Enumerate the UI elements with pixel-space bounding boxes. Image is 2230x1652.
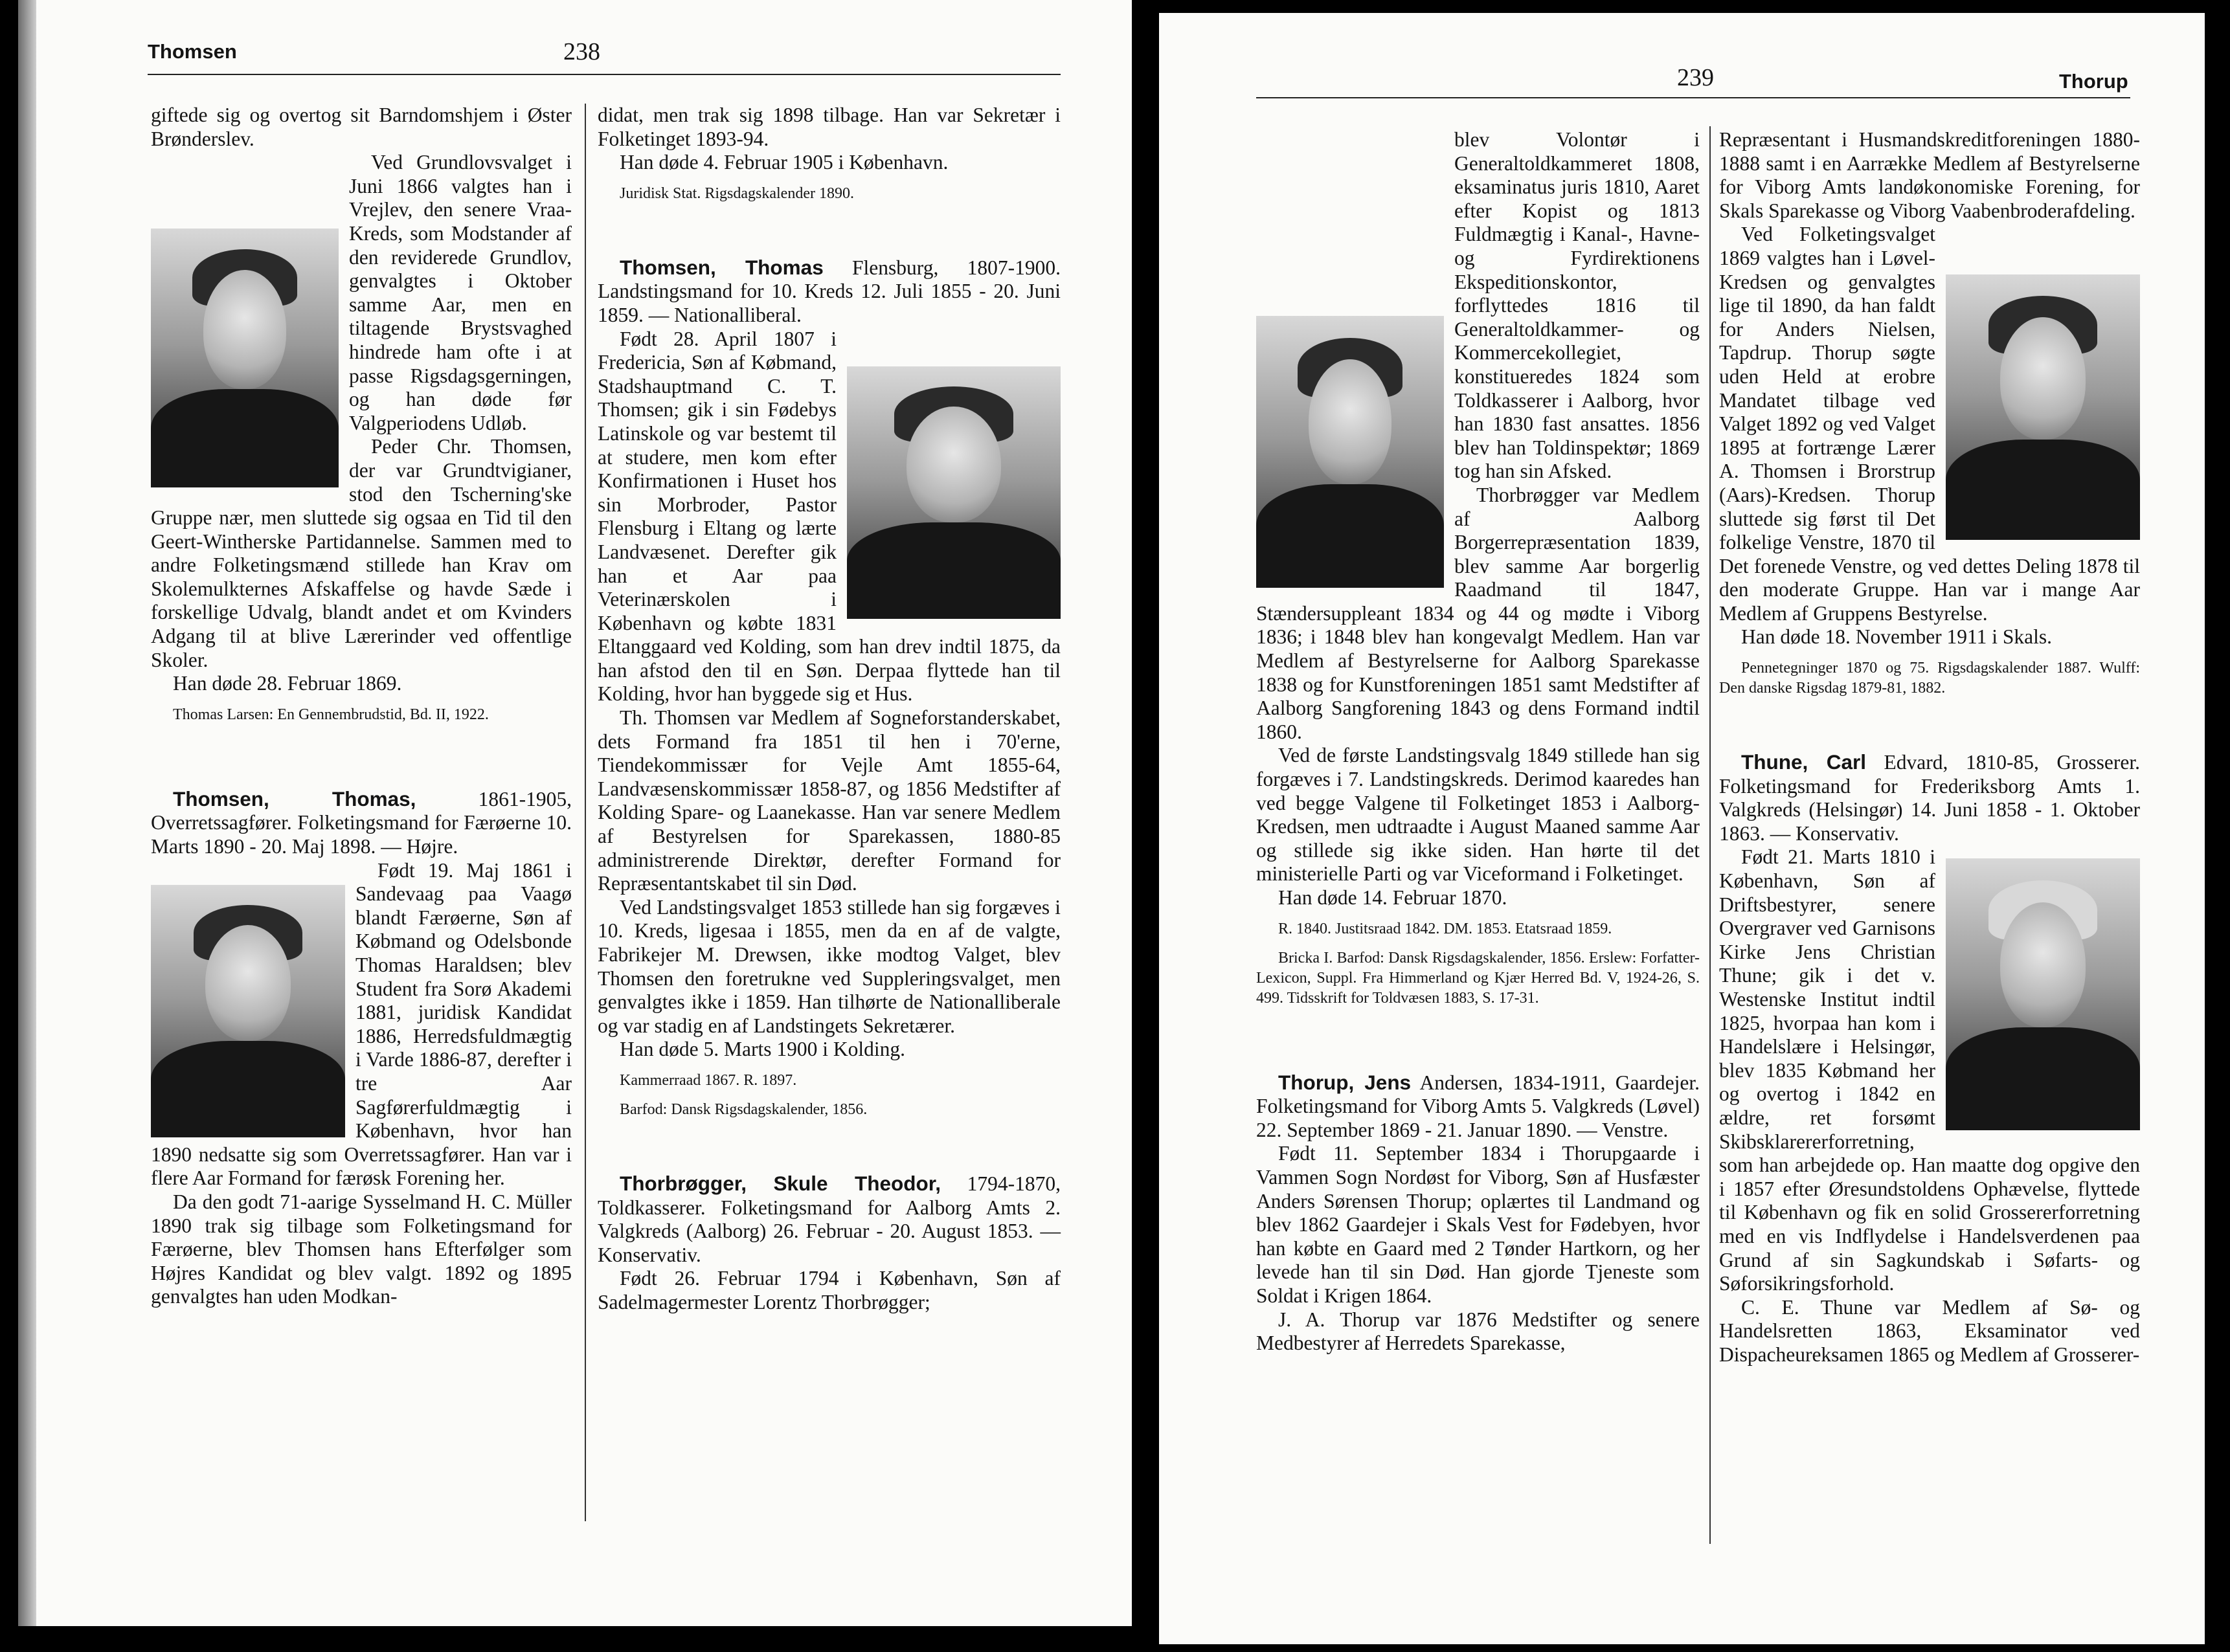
reference: Bricka I. Barfod: Dansk Rigsdagskalender, 1856. Erslew: Forfatter-Lexicon, Suppl. Fra Himmerland og Kjær Herred Bd. V, 1924-26, S. 499. Tidsskrift for Toldvæsen 1883, S. 17-31. (1256, 949, 1700, 1007)
entry-head-text: Andersen, 1834-1911, Gaardejer. Folketingsmand for Viborg Amts 5. Valgkreds (Løvel) 22. September 1869 - 21. Januar 1890. — Venstre. (1256, 1071, 1700, 1141)
paragraph: Født 11. September 1834 i Thorupgaarde i Vammen Sogn Nordøst for Viborg, Søn af Husfæster Anders Sørensen Thorup; oplærtes til Landmand og blev 1862 Gaardejer i Skals Vest for Fødebyen, hvor han købte en Gaard med 2 Tønder Hartkorn, og her levede han til sin Død. Han gjorde Tjeneste som Soldat i Krigen 1864. (1256, 1142, 1700, 1307)
paragraph: Han døde 18. November 1911 i Skals. (1741, 625, 2053, 649)
entry-name: Thomsen, Thomas (620, 255, 824, 279)
column-rule-right (1709, 126, 1711, 1544)
column-rule-left (585, 104, 586, 1521)
paragraph: Født 21. Marts 1810 i København, Søn af Driftsbestyrer, senere Overgraver ved Garnisons Kirke Jens Christian Thune; gik i det v. Westenske Institut indtil 1825, hvorpaa han kom i Handelslære i Helsingør, blev 1835 Købmand her og overtog i 1842 en ældre, ret forsømt Skibsklarererforretning, som han arbejdede op. Han maatte dog opgive den i 1857 efter Øresundstoldens Ophævelse, flyttede til København og fik en solid Grossererforretning med en vis Indflydelse i Handelsverdenen paa Grund af sin Sagkundskab i Søfarts- og Søforsikringsforhold. (1719, 845, 2140, 1295)
running-head-right: Thorup (2059, 70, 2128, 93)
page-number-left: 238 (563, 38, 600, 65)
paragraph: Født 26. Februar 1794 i København, Søn af Sadelmagermester Lorentz Thorbrøgger; (598, 1267, 1061, 1313)
entry-heading (1256, 1071, 1700, 1143)
entry-head-text: 1861-1905, Overretssagfører. Folketingsmand for Færøerne 10. Marts 1890 - 20. Maj 1898. — Højre. (151, 787, 572, 858)
left-column-1 (151, 104, 572, 1309)
entry-heading (1719, 750, 2140, 845)
paragraph: blev Volontør i Generaltoldkammeret 1808, eksaminatus juris 1810, Aaret efter Kopist og 1813 Fuldmægtig i Kanal-, Havne- og Fyrdirektionens Ekspeditionskontor, forflyttedes 1816 til Generaltoldkammer- og Kommercekollegiet, konstitueredes 1824 som Toldkasserer i Aalborg, hvor han 1830 fast ansattes. 1856 blev han Toldinspektør; 1869 tog han sin Afsked. (1454, 128, 1700, 483)
entry-head-text: Edvard, 1810-85, Grosserer. Folketingsmand for Frederiksborg Amts 1. Valgkreds (Helsingør) 14. Juni 1858 - 1. Oktober 1863. — Konservativ. (1719, 751, 2140, 845)
page-number-right: 239 (1677, 64, 1714, 91)
portrait-skule-thorbrogger (1256, 316, 1444, 588)
entry-heading (598, 1172, 1061, 1267)
reference: Kammerraad 1867. R. 1897. (620, 1071, 797, 1089)
paragraph: Ved Landstingsvalget 1853 stillede han sig forgæves i 10. Kreds, ligesaa i 1855, men da en af de valgte, Fabrikejer M. Drewsen, ikke modtog Valget, blev Thomsen den foretrukne ved Suppleringsvalget, men genvalgtes ikke i 1859. Han tilhørte de Nationalliberale og var stadig en af Landstingets Sekretærer. (598, 895, 1061, 1037)
paragraph: Født 28. April 1807 i Fredericia, Søn af Købmand, Stadshauptmand C. T. Thomsen; gik i sin Fødebys Latinskole og var bestemt til at studere, men kom efter Konfirmationen i Huset hos sin Morbroder, Pastor Flensburg i Eltang og lærte Landvæsenet. Derefter gik han et Aar paa Veterinærskolen i København og købte 1831 Eltanggaard ved Kolding, som han drev indtil 1875, da han afstod den til en Søn. Derpaa flyttede han til Kolding, hvor han byggede sig et Hus. (598, 327, 1061, 706)
portrait-carl-thune (1946, 858, 2140, 1130)
paragraph: Th. Thomsen var Medlem af Sogneforstanderskabet, dets Formand fra 1851 til hen i 70'erne, Tiendekommissær for Vejle Amt 1855-64, Landvæsenskommissær 1858-87, og 1856 Medstifter af Kolding Spare- og Laanekasse. Han var senere Medlem af Bestyrelsen for Sparekassen, 1880-85 administrerende Direktør, derefter Formand for Repræsentantskabet til sin Død. (598, 706, 1061, 895)
running-head-left: Thomsen (148, 40, 237, 63)
paragraph: Da den godt 71-aarige Sysselmand H. C. Müller 1890 trak sig tilbage som Folketingsmand for Færøerne, blev Thomsen hans Efterfølger som Højres Kandidat og blev valgt. 1892 og 1895 genvalgtes han uden Modkan- (151, 1190, 572, 1308)
header-rule-right (1256, 97, 2130, 98)
binding-shadow (18, 0, 36, 1626)
paragraph: J. A. Thorup var 1876 Medstifter og senere Medbestyrer af Herredets Sparekasse, (1256, 1308, 1700, 1355)
paragraph: Ved Folketingsvalget 1869 valgtes han i Løvel-Kredsen og genvalgtes lige til 1890, da han faldt for Anders Nielsen, Tapdrup. Thorup søgte uden Held at erobre Mandatet tilbage ved Valget 1892 og ved Valget 1895 at fortrænge Lærer A. Thomsen i Brorstrup (Aars)-Kredsen. Thorup sluttede sig først til Det folkelige Venstre, 1870 til Det forenede Venstre, og ved dettes Deling 1878 til den moderate Gruppe. Han var i mange Aar Medlem af Gruppens Bestyrelse. (1719, 223, 2140, 625)
portrait-thomas-thomsen-1861 (151, 885, 345, 1137)
reference: R. 1840. Justitsraad 1842. DM. 1853. Etatsraad 1859. (1278, 920, 1612, 937)
reference: Barfod: Dansk Rigsdagskalender, 1856. (620, 1100, 868, 1118)
header-rule-left (148, 74, 1061, 75)
paragraph: Han døde 28. Februar 1869. (173, 672, 402, 695)
entry-name: Thorbrøgger, Skule Theodor, (620, 1171, 941, 1195)
paragraph: Født 19. Maj 1861 i Sandevaag paa Vaagø blandt Færøerne, Søn af Købmand og Odelsbonde Thomas Haraldsen; blev Student fra Sorø Akademi 1881, juridisk Kandidat 1886, Herredsfuldmægtig i Varde 1886-87, derefter i tre Aar Sagførerfuldmægtig i København, hvor han 1890 nedsatte sig som Overretssagfører. Han var i flere Aar Formand for færøsk Forening her. (151, 858, 572, 1190)
paragraph: Peder Chr. Thomsen, der var Grundtvigianer, stod den Tscherning'ske Gruppe nær, men sluttede sig ogsaa en Tid til den Geert-Wintherske Partidannelse. Sammen med to andre Folketingsmænd stillede han Krav om Skolemulkternes Afskaffelse og havde Sæde i forskellige Udvalg, blandt andet et om Kvinders Adgang til at blive Lærerinder ved offentlige Skoler. (151, 435, 572, 671)
paragraph: Ved Grundlovsvalget i Juni 1866 valgtes han i Vrejlev, den senere Vraa-Kreds, som Modstander af den reviderede Grundlov, genvalgtes i Oktober samme Aar, men en tiltagende Brystsvaghed hindrede ham ofte i at passe Rigsdagsgerningen, og han døde før Valgperiodens Udløb. (349, 151, 572, 434)
paragraph: C. E. Thune var Medlem af Sø- og Handelsretten 1863, Eksaminator ved Dispacheureksamen 1865 og Medlem af Grosserer- (1719, 1295, 2140, 1366)
left-page (18, 0, 1132, 1626)
portrait-jens-thorup (1946, 274, 2140, 540)
paragraph: didat, men trak sig 1898 tilbage. Han var Sekretær i Folketinget 1893-94. (598, 104, 1061, 150)
entry-name: Thorup, Jens (1278, 1070, 1412, 1094)
paragraph: Han døde 14. Februar 1870. (1278, 886, 1507, 909)
left-column-2 (598, 104, 1061, 1315)
portrait-peder-thomsen (151, 229, 339, 487)
entry-name: Thune, Carl (1741, 750, 1866, 774)
reference: Juridisk Stat. Rigsdagskalender 1890. (620, 184, 854, 202)
paragraph: Han døde 4. Februar 1905 i København. (620, 151, 949, 174)
entry-heading (598, 256, 1061, 328)
entry-heading (151, 787, 572, 859)
paragraph: Ved de første Landstingsvalg 1849 stillede han sig forgæves i 7. Landstingskreds. Derimod kaaredes han ved begge Valgene til Folketinget 1853 i Aalborg-Kredsen, men udtraadte i August Maaned samme Aar og stillede sig ikke siden. Han hørte til det ministerielle Parti og var Viceformand i Folketinget. (1256, 744, 1700, 886)
paragraph: giftede sig og overtog sit Barndomshjem i Øster Brønderslev. (151, 104, 572, 150)
reference: Thomas Larsen: En Gennembrudstid, Bd. II, 1922. (173, 706, 489, 723)
paragraph: Han døde 5. Marts 1900 i Kolding. (620, 1038, 905, 1061)
right-page (1159, 13, 2205, 1644)
entry-name: Thomsen, Thomas, (173, 787, 416, 810)
reference: Pennetegninger 1870 og 75. Rigsdagskalender 1887. Wulff: Den danske Rigsdag 1879-81, 1882. (1719, 660, 2140, 697)
right-column-1 (1256, 128, 1700, 1356)
entry-head-text: 1794-1870, Toldkasserer. Folketingsmand for Aalborg Amts 2. Valgkreds (Aalborg) 26. Februar - 20. August 1853. — Konservativ. (598, 1172, 1061, 1266)
portrait-thomas-flensburg-thomsen (847, 366, 1061, 619)
entry-head-text: Flensburg, 1807-1900. Landstingsmand for 10. Kreds 12. Juli 1855 - 20. Juni 1859. — Nationalliberal. (598, 256, 1061, 326)
paragraph: Repræsentant i Husmandskreditforeningen 1880-1888 samt i en Aarrække Medlem af Bestyrelserne for Viborg Amts landøkonomiske Forening, for Skals Sparekasse og Viborg Vaabenbroderafdeling. (1719, 128, 2140, 222)
right-column-2 (1719, 128, 2140, 1367)
paragraph: Thorbrøgger var Medlem af Aalborg Borgerrepræsentation 1839, blev samme Aar borgerlig Raadmand til 1847, Stændersuppleant 1834 og 44 og mødte i Viborg 1836; i 1848 blev han kongevalgt Medlem. Han var Medlem af Bestyrelserne for Aalborg Sparekasse 1838 og for Kunstforeningen 1851 samt Medstifter af Aalborg Sangforening 1843 og dens Formand indtil 1860. (1256, 483, 1700, 743)
